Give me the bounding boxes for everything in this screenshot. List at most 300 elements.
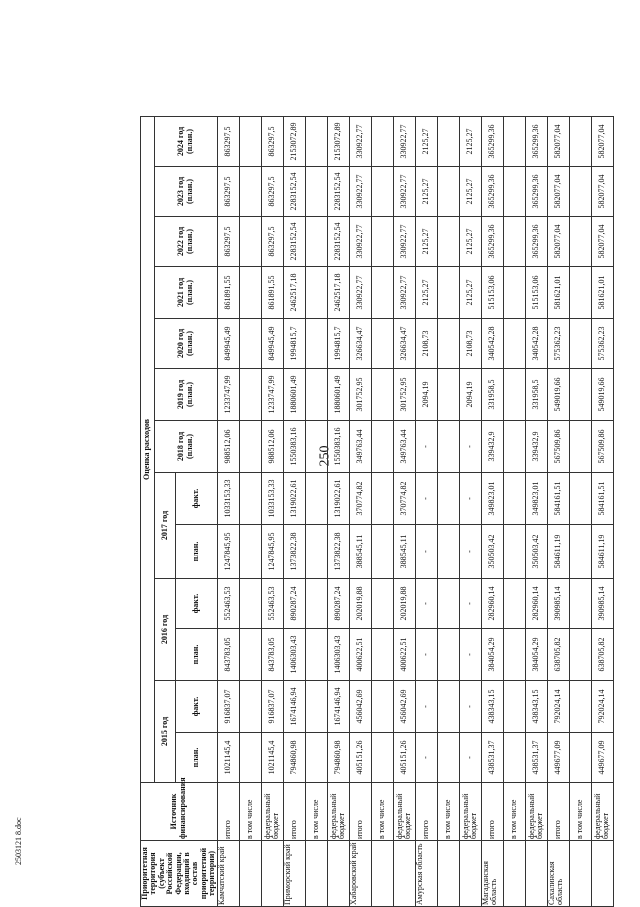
- value-cell: 438531,37: [481, 733, 503, 783]
- value-cell: -: [459, 733, 481, 783]
- year-2015-header: 2015 год: [155, 681, 176, 783]
- value-cell: -: [415, 629, 437, 681]
- value-cell: 582077,04: [547, 167, 569, 217]
- value-cell: 301752,95: [393, 369, 415, 421]
- value-cell: [569, 217, 591, 267]
- source-header: Источник финансирования: [141, 783, 218, 841]
- value-cell: 863297,5: [261, 167, 283, 217]
- value-cell: -: [459, 473, 481, 525]
- value-cell: 330922,77: [349, 116, 371, 166]
- value-cell: 2462517,18: [283, 267, 305, 319]
- value-cell: [437, 267, 459, 319]
- value-cell: 370774,82: [393, 473, 415, 525]
- value-cell: [305, 473, 327, 525]
- value-cell: 330922,77: [393, 217, 415, 267]
- value-cell: 794860,98: [283, 733, 305, 783]
- value-cell: 390985,14: [591, 579, 613, 629]
- value-cell: 638705,82: [591, 629, 613, 681]
- value-cell: [239, 217, 261, 267]
- value-cell: 449677,09: [591, 733, 613, 783]
- value-cell: [503, 267, 525, 319]
- source-cell: федеральный бюджет: [327, 783, 349, 841]
- value-cell: 438531,37: [525, 733, 547, 783]
- document-filename: 2503121 8.doc: [14, 817, 23, 865]
- fact-2016-header: факт.: [175, 579, 217, 629]
- territory-cell: Приморский край: [283, 841, 305, 907]
- territory-cell: [437, 841, 459, 907]
- value-cell: [371, 525, 393, 579]
- value-cell: 2108,73: [415, 319, 437, 369]
- value-cell: 339432,9: [525, 421, 547, 473]
- value-cell: 449677,09: [547, 733, 569, 783]
- value-cell: 1033153,33: [261, 473, 283, 525]
- value-cell: 1247845,95: [217, 525, 239, 579]
- source-cell: федеральный бюджет: [393, 783, 415, 841]
- table-row: [393, 116, 415, 906]
- value-cell: -: [459, 629, 481, 681]
- value-cell: 863297,5: [217, 167, 239, 217]
- value-cell: -: [459, 681, 481, 733]
- value-cell: 202019,88: [393, 579, 415, 629]
- value-cell: 582077,04: [547, 217, 569, 267]
- value-cell: [569, 116, 591, 166]
- value-cell: [305, 629, 327, 681]
- value-cell: 388545,11: [393, 525, 415, 579]
- territory-cell: Камчатский край: [217, 841, 239, 907]
- table-row: [349, 116, 371, 906]
- fact-2017-header: факт.: [175, 473, 217, 525]
- table-row: [547, 116, 569, 906]
- value-cell: [371, 421, 393, 473]
- value-cell: 1550383,16: [327, 421, 349, 473]
- value-cell: [239, 525, 261, 579]
- value-cell: 405151,26: [349, 733, 371, 783]
- value-cell: [371, 167, 393, 217]
- value-cell: [569, 369, 591, 421]
- territory-cell: [569, 841, 591, 907]
- value-cell: 584161,51: [547, 473, 569, 525]
- value-cell: [239, 369, 261, 421]
- table-row: [569, 116, 591, 906]
- source-cell: в том числе: [305, 783, 327, 841]
- value-cell: 863297,5: [217, 217, 239, 267]
- value-cell: [305, 267, 327, 319]
- budget-table-container: [140, 117, 611, 907]
- value-cell: [239, 116, 261, 166]
- territory-cell: [525, 841, 547, 907]
- value-cell: 340542,28: [481, 319, 503, 369]
- value-cell: [437, 733, 459, 783]
- value-cell: [371, 579, 393, 629]
- territory-cell: [305, 841, 327, 907]
- table-row: [261, 116, 283, 906]
- value-cell: 1233747,99: [261, 369, 283, 421]
- budget-table: [140, 116, 614, 907]
- value-cell: [371, 681, 393, 733]
- plan-2015-header: план.: [175, 733, 217, 783]
- value-cell: 549019,66: [591, 369, 613, 421]
- value-cell: 400622,51: [393, 629, 415, 681]
- value-cell: 1994815,7: [327, 319, 349, 369]
- value-cell: [503, 167, 525, 217]
- year-2022-header: 2022 год (план.): [155, 217, 218, 267]
- table-row: [239, 116, 261, 906]
- value-cell: 405151,26: [393, 733, 415, 783]
- value-cell: 349763,44: [393, 421, 415, 473]
- value-cell: 861891,55: [217, 267, 239, 319]
- table-row: [371, 116, 393, 906]
- value-cell: 400622,51: [349, 629, 371, 681]
- value-cell: 2283152,54: [283, 167, 305, 217]
- fact-2015-header: факт.: [175, 681, 217, 733]
- value-cell: 365299,36: [525, 167, 547, 217]
- value-cell: 438343,15: [481, 681, 503, 733]
- year-2016-header: 2016 год: [155, 579, 176, 681]
- value-cell: 2125,27: [415, 217, 437, 267]
- value-cell: [305, 167, 327, 217]
- value-cell: 2125,27: [459, 267, 481, 319]
- table-row: [415, 116, 437, 906]
- value-cell: 584611,19: [591, 525, 613, 579]
- value-cell: 2108,73: [459, 319, 481, 369]
- source-cell: итого: [349, 783, 371, 841]
- source-cell: в том числе: [437, 783, 459, 841]
- value-cell: 365299,36: [481, 217, 503, 267]
- year-2020-header: 2020 год (план.): [155, 319, 218, 369]
- table-row: [327, 116, 349, 906]
- year-2023-header: 2023 год (план.): [155, 167, 218, 217]
- table-row: [305, 116, 327, 906]
- value-cell: [437, 629, 459, 681]
- value-cell: -: [415, 579, 437, 629]
- value-cell: [305, 421, 327, 473]
- value-cell: 988512,06: [217, 421, 239, 473]
- value-cell: 581621,01: [547, 267, 569, 319]
- table-body: [217, 116, 613, 906]
- value-cell: 2125,27: [459, 116, 481, 166]
- value-cell: 1674146,94: [327, 681, 349, 733]
- territory-cell: Сахалинская область: [547, 841, 569, 907]
- territory-cell: Хабаровский край: [349, 841, 371, 907]
- value-cell: 339432,9: [481, 421, 503, 473]
- value-cell: [569, 167, 591, 217]
- source-cell: итого: [547, 783, 569, 841]
- source-cell: итого: [481, 783, 503, 841]
- plan-2017-header: план.: [175, 525, 217, 579]
- value-cell: 861891,55: [261, 267, 283, 319]
- value-cell: 843783,05: [261, 629, 283, 681]
- value-cell: 331958,5: [525, 369, 547, 421]
- territory-cell: [327, 841, 349, 907]
- value-cell: [305, 733, 327, 783]
- value-cell: [305, 116, 327, 166]
- value-cell: 1550383,16: [283, 421, 305, 473]
- value-cell: [437, 579, 459, 629]
- value-cell: [239, 421, 261, 473]
- value-cell: 567509,86: [547, 421, 569, 473]
- value-cell: -: [415, 733, 437, 783]
- value-cell: -: [415, 473, 437, 525]
- value-cell: 1233747,99: [217, 369, 239, 421]
- territory-header: Приоритетная территория (субъект Российской Федерации, входящий в состав приоритетной территории): [141, 841, 218, 907]
- value-cell: 2125,27: [415, 116, 437, 166]
- value-cell: 388545,11: [349, 525, 371, 579]
- source-cell: итого: [283, 783, 305, 841]
- value-cell: -: [459, 579, 481, 629]
- table-row: [459, 116, 481, 906]
- value-cell: 916837,07: [261, 681, 283, 733]
- value-cell: 638705,82: [547, 629, 569, 681]
- value-cell: 2125,27: [415, 267, 437, 319]
- value-cell: 1406303,43: [283, 629, 305, 681]
- value-cell: 2125,27: [459, 217, 481, 267]
- value-cell: 350503,42: [525, 525, 547, 579]
- value-cell: 1021145,4: [217, 733, 239, 783]
- value-cell: 863297,5: [261, 116, 283, 166]
- value-cell: [569, 421, 591, 473]
- value-cell: 916837,07: [217, 681, 239, 733]
- value-cell: 326634,47: [349, 319, 371, 369]
- value-cell: 863297,5: [261, 217, 283, 267]
- value-cell: 2283152,54: [283, 217, 305, 267]
- year-2018-header: 2018 год (план.): [155, 421, 218, 473]
- value-cell: 349823,01: [481, 473, 503, 525]
- value-cell: [503, 319, 525, 369]
- value-cell: 326634,47: [393, 319, 415, 369]
- value-cell: [437, 217, 459, 267]
- value-cell: 331958,5: [481, 369, 503, 421]
- value-cell: 1880601,49: [327, 369, 349, 421]
- value-cell: 581621,01: [591, 267, 613, 319]
- value-cell: 365299,36: [481, 116, 503, 166]
- value-cell: [503, 421, 525, 473]
- territory-cell: [239, 841, 261, 907]
- value-cell: [503, 525, 525, 579]
- value-cell: [239, 319, 261, 369]
- value-cell: 582077,04: [591, 217, 613, 267]
- value-cell: 1674146,94: [283, 681, 305, 733]
- value-cell: 282960,14: [525, 579, 547, 629]
- value-cell: 575362,23: [547, 319, 569, 369]
- value-cell: 582077,04: [547, 116, 569, 166]
- territory-cell: [503, 841, 525, 907]
- value-cell: [437, 116, 459, 166]
- value-cell: [239, 473, 261, 525]
- value-cell: 330922,77: [349, 167, 371, 217]
- value-cell: [437, 681, 459, 733]
- value-cell: 2153072,89: [327, 116, 349, 166]
- value-cell: 552463,53: [217, 579, 239, 629]
- value-cell: 370774,82: [349, 473, 371, 525]
- value-cell: 1319022,61: [327, 473, 349, 525]
- source-cell: федеральный бюджет: [525, 783, 547, 841]
- value-cell: 567509,86: [591, 421, 613, 473]
- value-cell: [239, 629, 261, 681]
- value-cell: [503, 629, 525, 681]
- table-row: [591, 116, 613, 906]
- value-cell: [239, 733, 261, 783]
- value-cell: 2094,19: [459, 369, 481, 421]
- table-header: [141, 116, 218, 906]
- value-cell: 2462517,18: [327, 267, 349, 319]
- value-cell: 1994815,7: [283, 319, 305, 369]
- value-cell: 1373822,38: [327, 525, 349, 579]
- territory-cell: Амурская область: [415, 841, 437, 907]
- value-cell: 349823,01: [525, 473, 547, 525]
- value-cell: [305, 319, 327, 369]
- value-cell: 792024,14: [547, 681, 569, 733]
- value-cell: 330922,77: [349, 217, 371, 267]
- value-cell: 849945,49: [217, 319, 239, 369]
- value-cell: [239, 681, 261, 733]
- value-cell: 552463,53: [261, 579, 283, 629]
- value-cell: [437, 525, 459, 579]
- value-cell: 1033153,33: [217, 473, 239, 525]
- territory-cell: [261, 841, 283, 907]
- territory-cell: [591, 841, 613, 907]
- value-cell: -: [415, 421, 437, 473]
- value-cell: [569, 319, 591, 369]
- value-cell: 330922,77: [393, 167, 415, 217]
- source-cell: в том числе: [371, 783, 393, 841]
- source-cell: федеральный бюджет: [261, 783, 283, 841]
- value-cell: 2125,27: [459, 167, 481, 217]
- source-cell: итого: [217, 783, 239, 841]
- value-cell: [569, 473, 591, 525]
- estimate-header: Оценка расходов: [141, 116, 155, 782]
- value-cell: 390985,14: [547, 579, 569, 629]
- territory-cell: [371, 841, 393, 907]
- value-cell: 890287,24: [327, 579, 349, 629]
- value-cell: 384054,29: [481, 629, 503, 681]
- value-cell: [371, 217, 393, 267]
- value-cell: [371, 369, 393, 421]
- value-cell: [305, 525, 327, 579]
- value-cell: [371, 267, 393, 319]
- value-cell: 582077,04: [591, 167, 613, 217]
- value-cell: 1406303,43: [327, 629, 349, 681]
- value-cell: 350503,42: [481, 525, 503, 579]
- value-cell: [437, 473, 459, 525]
- table-row: [437, 116, 459, 906]
- table-row: [503, 116, 525, 906]
- value-cell: [569, 267, 591, 319]
- table-row: [481, 116, 503, 906]
- source-cell: в том числе: [503, 783, 525, 841]
- value-cell: [437, 369, 459, 421]
- value-cell: [503, 681, 525, 733]
- value-cell: [503, 369, 525, 421]
- value-cell: 2283152,54: [327, 167, 349, 217]
- source-cell: федеральный бюджет: [591, 783, 613, 841]
- value-cell: [569, 629, 591, 681]
- value-cell: [305, 217, 327, 267]
- territory-cell: [459, 841, 481, 907]
- value-cell: 2094,19: [415, 369, 437, 421]
- value-cell: 575362,23: [591, 319, 613, 369]
- value-cell: 1880601,49: [283, 369, 305, 421]
- value-cell: [503, 116, 525, 166]
- value-cell: [239, 167, 261, 217]
- value-cell: 456042,69: [349, 681, 371, 733]
- territory-cell: [393, 841, 415, 907]
- value-cell: 330922,77: [349, 267, 371, 319]
- value-cell: 365299,36: [525, 116, 547, 166]
- value-cell: 515153,06: [481, 267, 503, 319]
- value-cell: [239, 267, 261, 319]
- value-cell: 330922,77: [393, 267, 415, 319]
- value-cell: [305, 681, 327, 733]
- source-cell: в том числе: [569, 783, 591, 841]
- value-cell: [371, 629, 393, 681]
- value-cell: 2153072,89: [283, 116, 305, 166]
- value-cell: 202019,88: [349, 579, 371, 629]
- value-cell: 1021145,4: [261, 733, 283, 783]
- value-cell: 384054,29: [525, 629, 547, 681]
- value-cell: 438343,15: [525, 681, 547, 733]
- value-cell: 843783,05: [217, 629, 239, 681]
- value-cell: 2283152,54: [327, 217, 349, 267]
- value-cell: [569, 681, 591, 733]
- year-2024-header: 2024 год (план.): [155, 116, 218, 166]
- value-cell: 365299,36: [525, 217, 547, 267]
- value-cell: 549019,66: [547, 369, 569, 421]
- table-row: [525, 116, 547, 906]
- year-2019-header: 2019 год (план.): [155, 369, 218, 421]
- value-cell: 584611,19: [547, 525, 569, 579]
- territory-cell: Магаданская область: [481, 841, 503, 907]
- value-cell: 584161,51: [591, 473, 613, 525]
- value-cell: 301752,95: [349, 369, 371, 421]
- value-cell: [569, 733, 591, 783]
- value-cell: 349763,44: [349, 421, 371, 473]
- value-cell: [371, 319, 393, 369]
- value-cell: [437, 421, 459, 473]
- value-cell: 365299,36: [481, 167, 503, 217]
- value-cell: 282960,14: [481, 579, 503, 629]
- value-cell: -: [459, 421, 481, 473]
- value-cell: 794860,98: [327, 733, 349, 783]
- value-cell: [503, 217, 525, 267]
- value-cell: [569, 525, 591, 579]
- value-cell: -: [459, 525, 481, 579]
- year-2021-header: 2021 год (план.): [155, 267, 218, 319]
- value-cell: 792024,14: [591, 681, 613, 733]
- source-cell: в том числе: [239, 783, 261, 841]
- value-cell: 2125,27: [415, 167, 437, 217]
- table-row: [283, 116, 305, 906]
- value-cell: 340542,28: [525, 319, 547, 369]
- value-cell: 849945,49: [261, 319, 283, 369]
- value-cell: [371, 473, 393, 525]
- value-cell: [437, 167, 459, 217]
- value-cell: [305, 369, 327, 421]
- page-number: 250: [317, 445, 333, 467]
- value-cell: 582077,04: [591, 116, 613, 166]
- source-cell: итого: [415, 783, 437, 841]
- value-cell: [371, 733, 393, 783]
- value-cell: -: [415, 525, 437, 579]
- value-cell: 863297,5: [217, 116, 239, 166]
- value-cell: 456042,69: [393, 681, 415, 733]
- value-cell: 1319022,61: [283, 473, 305, 525]
- value-cell: 515153,06: [525, 267, 547, 319]
- value-cell: 330922,77: [393, 116, 415, 166]
- value-cell: [437, 319, 459, 369]
- plan-2016-header: план.: [175, 629, 217, 681]
- source-cell: федеральный бюджет: [459, 783, 481, 841]
- value-cell: [503, 473, 525, 525]
